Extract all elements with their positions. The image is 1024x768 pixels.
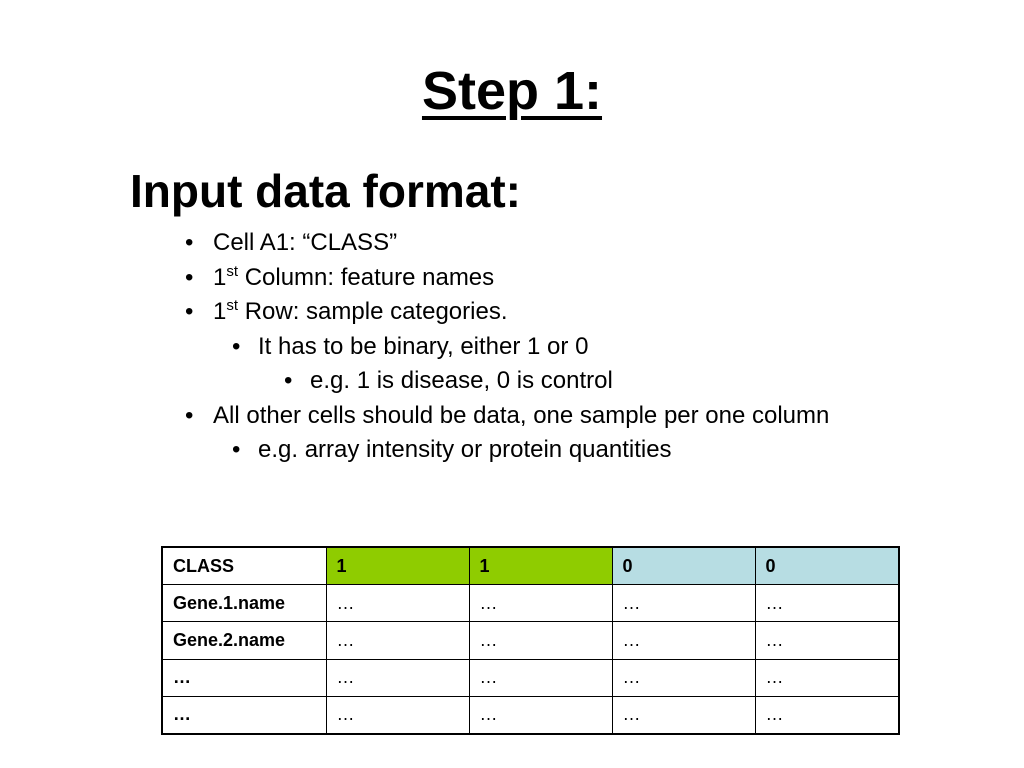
table-row-label: … (162, 696, 326, 734)
data-format-table (161, 546, 900, 735)
table-row-label: Gene.1.name (162, 585, 326, 622)
bullet-text: e.g. array intensity or protein quantities (258, 436, 672, 463)
bullet-item (232, 435, 672, 465)
table-cell: … (755, 659, 899, 696)
bullet-text: It has to be binary, either 1 or 0 (258, 333, 589, 360)
bullet-text: Row: sample categories. (238, 298, 508, 325)
bullet-prefix: 1 (213, 264, 227, 291)
bullet-dot-icon: • (284, 367, 293, 394)
bullet-prefix: 1 (213, 298, 227, 325)
bullet-text: Cell A1: “CLASS” (213, 229, 398, 256)
bullet-item (185, 263, 495, 293)
bullet-dot-icon: • (185, 229, 194, 256)
table-cell: … (326, 622, 469, 659)
bullet-superscript: st (226, 263, 239, 280)
table-cell: … (469, 696, 612, 734)
table-cell: … (469, 622, 612, 659)
bullet-item (185, 228, 398, 258)
table-header-cell: 1 (469, 547, 612, 585)
table-header-cell: 0 (755, 547, 899, 585)
table-row (162, 696, 899, 734)
bullet-text: Column: feature names (238, 264, 495, 291)
table-cell: … (612, 622, 755, 659)
table-cell: … (755, 696, 899, 734)
table-header-row (162, 547, 899, 585)
slide-subtitle: Input data format: (130, 165, 521, 217)
table-cell: … (469, 659, 612, 696)
bullet-item (284, 366, 613, 396)
bullet-dot-icon: • (185, 402, 194, 429)
bullet-dot-icon: • (232, 436, 241, 463)
table-row (162, 622, 899, 659)
bullet-text: All other cells should be data, one sample per one column (213, 402, 830, 429)
table-row-label: … (162, 659, 326, 696)
slide-title: Step 1: (421, 61, 603, 121)
bullet-item (232, 332, 589, 362)
bullet-dot-icon: • (232, 333, 241, 360)
table-cell: … (612, 585, 755, 622)
bullet-superscript: st (226, 297, 239, 314)
table-header-cell: 1 (326, 547, 469, 585)
table-row (162, 659, 899, 696)
table-cell: … (326, 659, 469, 696)
table-cell: … (469, 585, 612, 622)
bullet-text: e.g. 1 is disease, 0 is control (310, 367, 613, 394)
table-cell: … (612, 696, 755, 734)
bullet-item (185, 297, 508, 327)
bullet-dot-icon: • (185, 298, 194, 325)
bullet-item (185, 401, 830, 431)
table-cell: … (755, 585, 899, 622)
table-cell: … (326, 585, 469, 622)
table-cell: … (612, 659, 755, 696)
table-cell: … (326, 696, 469, 734)
table-cell: … (755, 622, 899, 659)
bullet-dot-icon: • (185, 264, 194, 291)
table-cell-a1: CLASS (162, 547, 326, 585)
table-header-cell: 0 (612, 547, 755, 585)
table-row-label: Gene.2.name (162, 622, 326, 659)
table-row (162, 585, 899, 622)
